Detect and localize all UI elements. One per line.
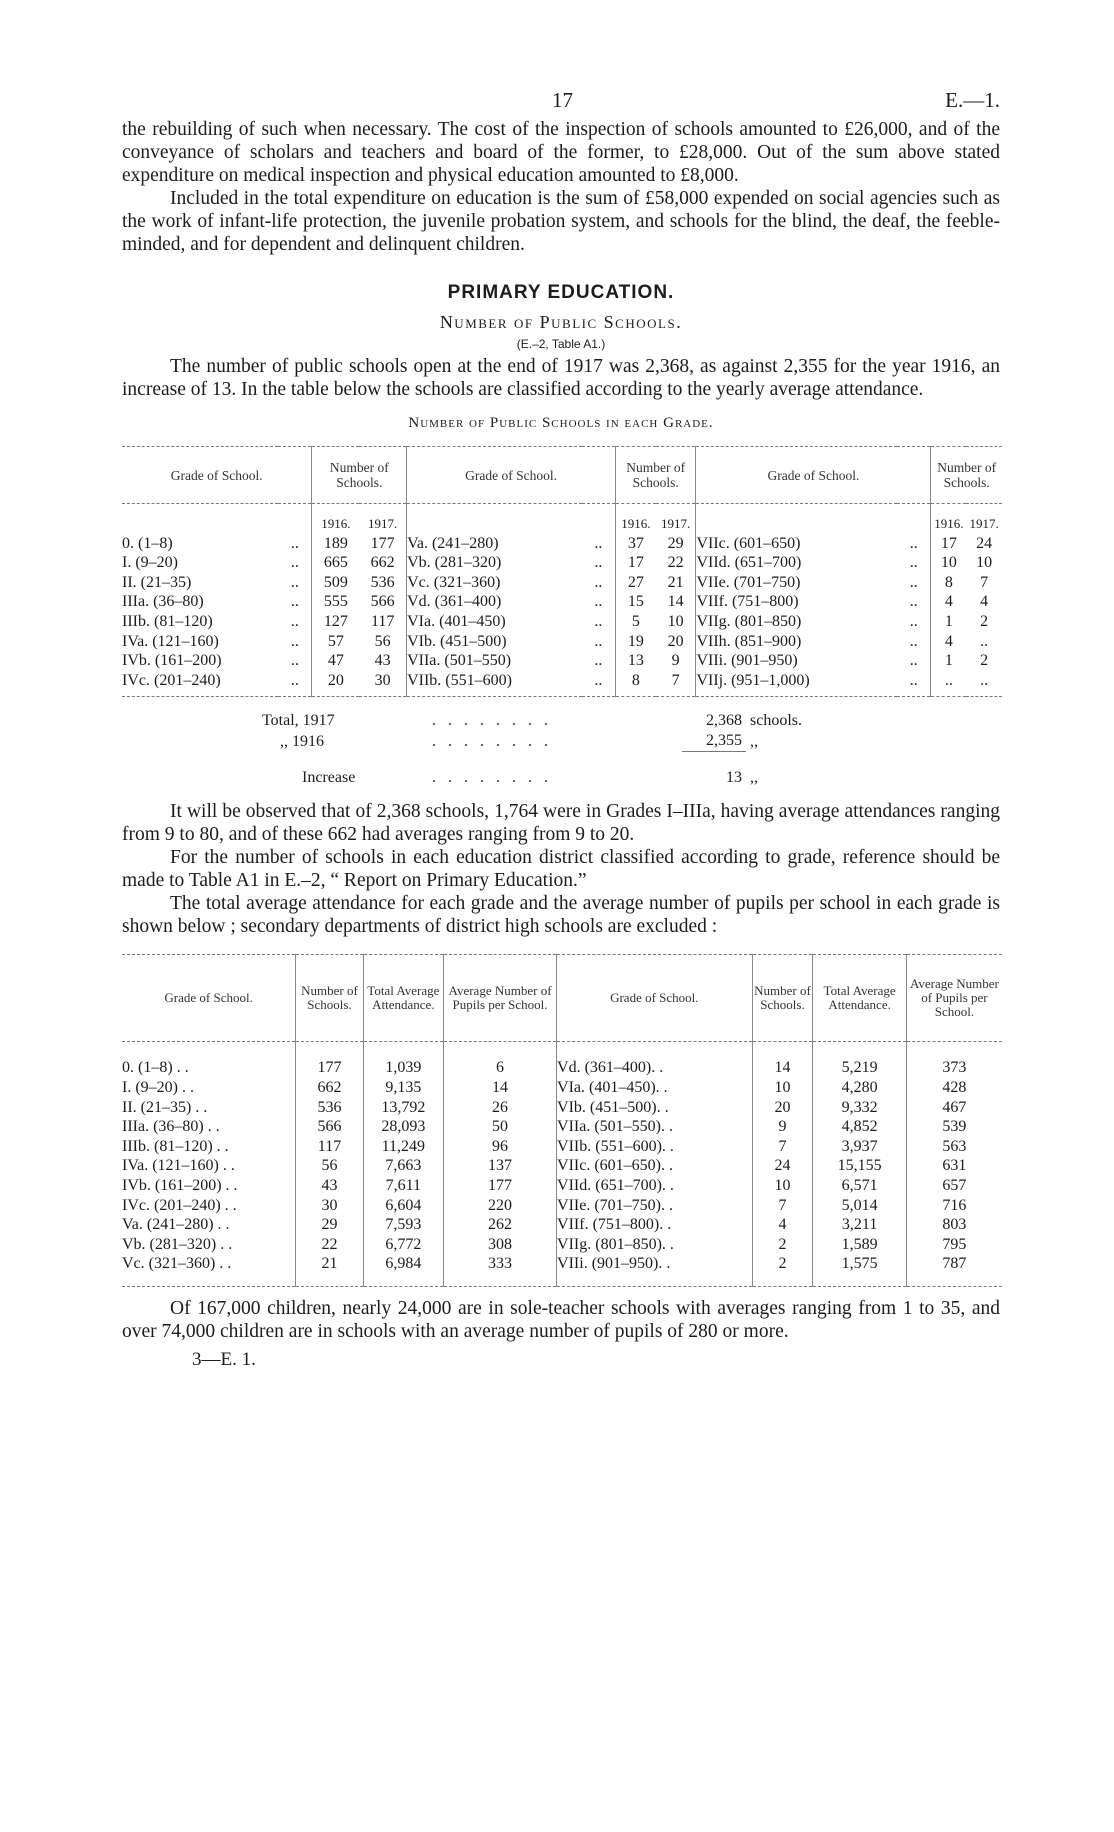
leader-dots: ..: [897, 534, 931, 554]
average-pupils: 563: [942, 1137, 967, 1155]
leader-dots: ..: [582, 612, 616, 632]
grade-cell: IIIa. (36–80) . .: [122, 1117, 296, 1137]
paragraph-reference: For the number of schools in each education district classified according to grade, reference should be made to Table A1 in E.–2, “ Report on Primary Education.”: [122, 847, 1000, 892]
total-attendance: 7,593: [363, 1215, 443, 1235]
grade-cell: VIIa. (501–550): [407, 652, 512, 670]
table1-header-row: [122, 447, 1002, 504]
attendance-by-grade-table: [122, 954, 1002, 1287]
leader-dots: ..: [897, 553, 931, 573]
leader-dots: . . . . . . . .: [432, 712, 552, 730]
leader-dots: ..: [897, 632, 931, 652]
increase-value: 13: [682, 752, 746, 789]
leader-dots: . . . . . . . .: [432, 732, 552, 750]
increase-label: Increase: [302, 769, 356, 787]
count-1916: 1: [944, 612, 953, 630]
schools-count: 56: [296, 1156, 363, 1176]
grade-cell: IIIa. (36–80): [122, 593, 204, 611]
schools-count: 10: [752, 1078, 813, 1098]
table2-row: [122, 1117, 1002, 1137]
leader-dots: ..: [582, 573, 616, 593]
leader-dots: ..: [582, 592, 616, 612]
count-1916: 27: [627, 573, 644, 591]
average-pupils: 137: [444, 1156, 557, 1176]
year-label: 1916.: [934, 516, 964, 531]
grade-cell: VIIj. (951–1,000): [696, 671, 897, 697]
grade-cell: 0. (1–8): [122, 534, 173, 552]
leader-dots: ..: [582, 671, 616, 697]
schools-count: 10: [752, 1176, 813, 1196]
schools-count: 22: [296, 1235, 363, 1255]
schools-count: 2: [752, 1235, 813, 1255]
count-1916: 189: [323, 534, 348, 552]
leader-dots: ..: [582, 651, 616, 671]
grade-cell: IVc. (201–240) . .: [122, 1196, 296, 1216]
count-1916: 17: [627, 554, 644, 572]
table2-row: [122, 1215, 1002, 1235]
grade-cell: IIIb. (81–120): [122, 612, 213, 630]
grade-cell: VIIi. (901–950). .: [557, 1254, 753, 1286]
total-1917-row: [262, 711, 802, 731]
leader-dots: ..: [278, 612, 312, 632]
total-label: Total, 1917: [262, 712, 335, 730]
table2-col-average-1: Average Number of Pupils per School.: [444, 955, 557, 1042]
grade-cell: VIa. (401–450). .: [557, 1078, 753, 1098]
grade-cell: VIIi. (901–950): [696, 652, 798, 670]
count-1916: 4: [944, 593, 953, 611]
count-1916: 1: [944, 652, 953, 670]
table2-col-number-2: Number of Schools.: [752, 955, 813, 1042]
total-attendance: 1,589: [813, 1235, 906, 1255]
schools-count: 536: [296, 1098, 363, 1118]
schools-count: 29: [296, 1215, 363, 1235]
count-1916: 509: [323, 573, 348, 591]
average-pupils: 220: [444, 1196, 557, 1216]
count-1917: 14: [656, 592, 696, 612]
total-attendance: 3,211: [813, 1215, 906, 1235]
count-1916: 57: [327, 632, 344, 650]
grade-cell: IVb. (161–200) . .: [122, 1176, 296, 1196]
count-1917: 9: [656, 651, 696, 671]
grade-cell: VIIg. (801–850). .: [557, 1235, 753, 1255]
grade-cell: Vb. (281–320): [407, 554, 502, 572]
grade-cell: IVa. (121–160) . .: [122, 1156, 296, 1176]
average-pupils: 333: [444, 1254, 557, 1286]
grade-cell: VIa. (401–450): [407, 612, 506, 630]
table2-col-grade-1: Grade of School.: [122, 955, 296, 1042]
count-1916: ..: [931, 671, 967, 697]
table2-row: [122, 1156, 1002, 1176]
table1-col-number-3: Number of Schools.: [931, 447, 1002, 504]
total-attendance: 6,772: [363, 1235, 443, 1255]
totals-summary: [262, 711, 802, 788]
grade-cell: VIId. (651–700): [696, 554, 802, 572]
year-label: 1917.: [656, 504, 696, 534]
grade-cell: IVb. (161–200): [122, 652, 222, 670]
grade-cell: Vc. (321–360) . .: [122, 1254, 296, 1286]
count-1916: 5: [631, 612, 640, 630]
page-header: [122, 88, 1000, 118]
schools-count: 9: [752, 1117, 813, 1137]
schools-count: 662: [296, 1078, 363, 1098]
ditto-mark: ,,: [750, 769, 758, 787]
average-pupils: 657: [942, 1176, 967, 1194]
total-attendance: 6,604: [363, 1196, 443, 1216]
count-1916: 20: [312, 671, 359, 697]
total-attendance: 4,280: [813, 1078, 906, 1098]
grade-cell: IIIb. (81–120) . .: [122, 1137, 296, 1157]
grade-cell: Vd. (361–400): [407, 593, 502, 611]
count-1916: 47: [327, 652, 344, 670]
average-pupils: 6: [444, 1042, 557, 1078]
grade-cell: VIIg. (801–850): [696, 612, 802, 630]
average-pupils: 50: [444, 1117, 557, 1137]
average-pupils: 795: [942, 1235, 967, 1253]
count-1917: 7: [656, 671, 696, 697]
grade-cell: Vc. (321–360): [407, 573, 501, 591]
schools-count: 2: [752, 1254, 813, 1286]
count-1917: 30: [359, 671, 406, 697]
total-attendance: 1,039: [363, 1042, 443, 1078]
count-1917: 56: [359, 632, 406, 652]
schools-count: 14: [752, 1042, 813, 1078]
paragraph-social-agencies: Included in the total expenditure on education is the sum of £58,000 expended on social agencies such as the work of infant-life protection, the juvenile probation system, and schools for the blind, the deaf, the feeble-minded, and for dependent and delinquent children.: [122, 188, 1000, 255]
count-1916: 4: [944, 632, 953, 650]
count-1917: 2: [980, 612, 989, 630]
count-1916: 8: [615, 671, 655, 697]
grade-cell: VIIb. (551–600). .: [557, 1137, 753, 1157]
leader-dots: ..: [897, 651, 931, 671]
previous-label: ,, 1916: [280, 732, 324, 750]
average-pupils: 14: [444, 1078, 557, 1098]
table2-row: [122, 1042, 1002, 1078]
leader-dots: ..: [278, 553, 312, 573]
grade-cell: I. (9–20) . .: [122, 1078, 296, 1098]
count-1917: 2: [980, 652, 989, 670]
table2-row: [122, 1078, 1002, 1098]
count-1916: 19: [627, 632, 644, 650]
grade-cell: VIb. (451–500): [407, 632, 507, 650]
average-pupils: 308: [444, 1235, 557, 1255]
table1-col-grade-1: Grade of School.: [122, 447, 312, 504]
paragraph-observation: It will be observed that of 2,368 schools, 1,764 were in Grades I–IIIa, having average attendances ranging from 9 to 80, and of these 662 had averages ranging from 9 to 20.: [122, 801, 1000, 846]
table2-row: [122, 1254, 1002, 1286]
total-attendance: 5,014: [813, 1196, 906, 1216]
grade-cell: IVc. (201–240): [122, 671, 278, 697]
paragraph-expenditure: the rebuilding of such when necessary. The cost of the inspection of schools amounted to £26,000, and of the conveyance of scholars and teachers and board of the former, to £28,000. Out of the sum above stated expenditure on medical inspection and physical education amounted to £8,000.: [122, 119, 1000, 186]
year-label: 1916.: [621, 516, 651, 531]
total-attendance: 5,219: [813, 1042, 906, 1078]
table1-row: [122, 632, 1002, 652]
count-1917: ..: [980, 632, 989, 650]
table1-row: [122, 671, 1002, 697]
table2-col-grade-2: Grade of School.: [557, 955, 753, 1042]
grade-cell: VIId. (651–700). .: [557, 1176, 753, 1196]
schools-count: 21: [296, 1254, 363, 1286]
table1-row: [122, 553, 1002, 573]
schools-count: 177: [296, 1042, 363, 1078]
table1-col-number-2: Number of Schools.: [615, 447, 695, 504]
leader-dots: . . . . . . . .: [432, 769, 552, 787]
year-label: 1917.: [359, 504, 406, 534]
section-heading: PRIMARY EDUCATION.: [447, 282, 675, 303]
total-attendance: 7,663: [363, 1156, 443, 1176]
grade-cell: Va. (241–280) . .: [122, 1215, 296, 1235]
schools-count: 24: [752, 1156, 813, 1176]
grade-cell: VIIh. (851–900): [696, 632, 802, 650]
total-attendance: 6,571: [813, 1176, 906, 1196]
grade-cell: VIIa. (501–550). .: [557, 1117, 753, 1137]
table1-row: [122, 592, 1002, 612]
total-1916-row: [262, 731, 802, 752]
total-value: 2,368: [706, 712, 742, 730]
table2-row: [122, 1098, 1002, 1118]
count-1917: 20: [656, 632, 696, 652]
table2-row: [122, 1137, 1002, 1157]
count-1916: 8: [944, 573, 953, 591]
total-attendance: 11,249: [363, 1137, 443, 1157]
leader-dots: ..: [278, 632, 312, 652]
table1-row: [122, 534, 1002, 554]
year-label: 1916.: [321, 516, 351, 531]
average-pupils: 26: [444, 1098, 557, 1118]
leader-dots: ..: [582, 553, 616, 573]
average-pupils: 177: [444, 1176, 557, 1196]
count-1917: 24: [976, 534, 993, 552]
schools-count: 117: [296, 1137, 363, 1157]
count-1917: 7: [980, 573, 989, 591]
count-1917: 177: [359, 534, 406, 554]
table2-col-total-1: Total Average Attendance.: [363, 955, 443, 1042]
average-pupils: 262: [444, 1215, 557, 1235]
count-1917: 566: [359, 592, 406, 612]
count-1916: 127: [323, 612, 348, 630]
table1-title: Number of Public Schools in each Grade.: [408, 415, 714, 431]
average-pupils: 428: [942, 1078, 967, 1096]
count-1917: 117: [359, 612, 406, 632]
count-1916: 37: [627, 534, 644, 552]
grade-cell: II. (21–35): [122, 573, 192, 591]
ditto-mark: ,,: [750, 732, 758, 750]
table2-col-number-1: Number of Schools.: [296, 955, 363, 1042]
unit-label: schools.: [750, 712, 802, 730]
table2-col-total-2: Total Average Attendance.: [813, 955, 906, 1042]
count-1917: 29: [656, 534, 696, 554]
count-1916: 10: [940, 554, 957, 572]
total-attendance: 4,852: [813, 1117, 906, 1137]
schools-count: 7: [752, 1196, 813, 1216]
table1-row: [122, 573, 1002, 593]
grade-cell: VIIf. (751–800). .: [557, 1215, 753, 1235]
total-attendance: 1,575: [813, 1254, 906, 1286]
footer-code: 3—E. 1.: [192, 1348, 256, 1370]
paragraph-sole-teacher: Of 167,000 children, nearly 24,000 are in sole-teacher schools with averages ranging from 1 to 35, and over 74,000 children are in schools with an average number of pupils of 280 or more.: [122, 1297, 1000, 1342]
schools-by-grade-table: [122, 446, 1002, 697]
total-attendance: 9,332: [813, 1098, 906, 1118]
table2-col-average-2: Average Number of Pupils per School.: [906, 955, 1002, 1042]
total-attendance: 3,937: [813, 1137, 906, 1157]
table1-row: [122, 651, 1002, 671]
schools-count: 20: [752, 1098, 813, 1118]
count-1916: 15: [627, 593, 644, 611]
count-1917: 22: [656, 553, 696, 573]
average-pupils: 373: [942, 1059, 967, 1077]
grade-cell: 0. (1–8) . .: [122, 1042, 296, 1078]
grade-cell: Va. (241–280): [407, 534, 499, 552]
table2-header-row: [122, 955, 1002, 1042]
grade-cell: VIIc. (601–650): [696, 534, 801, 552]
table1-col-grade-3: Grade of School.: [696, 447, 931, 504]
paragraph-school-count: The number of public schools open at the end of 1917 was 2,368, as against 2,355 for the year 1916, an increase of 13. In the table below the schools are classified according to the yearly average attendance.: [122, 356, 1000, 400]
table1-col-grade-2: Grade of School.: [407, 447, 616, 504]
total-attendance: 9,135: [363, 1078, 443, 1098]
table1-row: [122, 612, 1002, 632]
total-attendance: 28,093: [363, 1117, 443, 1137]
grade-cell: VIb. (451–500). .: [557, 1098, 753, 1118]
year-label: 1917.: [969, 516, 999, 531]
average-pupils: 96: [444, 1137, 557, 1157]
leader-dots: ..: [582, 632, 616, 652]
count-1917: 21: [656, 573, 696, 593]
leader-dots: ..: [582, 534, 616, 554]
grade-cell: VIIe. (701–750). .: [557, 1196, 753, 1216]
leader-dots: ..: [278, 671, 312, 697]
table2-row: [122, 1235, 1002, 1255]
count-1916: 665: [323, 554, 348, 572]
total-attendance: 13,792: [363, 1098, 443, 1118]
count-1916: 17: [940, 534, 957, 552]
average-pupils: 467: [942, 1098, 967, 1116]
count-1916: 555: [323, 593, 348, 611]
count-1917: 536: [359, 573, 406, 593]
grade-cell: II. (21–35) . .: [122, 1098, 296, 1118]
leader-dots: ..: [278, 651, 312, 671]
schools-count: 30: [296, 1196, 363, 1216]
grade-cell: VIIc. (601–650). .: [557, 1156, 753, 1176]
leader-dots: ..: [897, 671, 931, 697]
leader-dots: ..: [278, 534, 312, 554]
grade-cell: VIIb. (551–600): [407, 671, 582, 697]
average-pupils: 631: [942, 1157, 967, 1175]
leader-dots: ..: [897, 573, 931, 593]
grade-cell: Vd. (361–400). .: [557, 1042, 753, 1078]
total-attendance: 15,155: [813, 1156, 906, 1176]
grade-cell: VIIe. (701–750): [696, 573, 801, 591]
schools-count: 43: [296, 1176, 363, 1196]
previous-value: 2,355: [706, 732, 742, 750]
leader-dots: ..: [897, 612, 931, 632]
leader-dots: ..: [278, 573, 312, 593]
leader-dots: ..: [278, 592, 312, 612]
average-pupils: 787: [906, 1254, 1002, 1286]
count-1917: ..: [966, 671, 1002, 697]
count-1917: 662: [359, 553, 406, 573]
grade-cell: Vb. (281–320) . .: [122, 1235, 296, 1255]
average-pupils: 539: [942, 1118, 967, 1136]
subsection-heading: Number of Public Schools.: [439, 312, 683, 332]
average-pupils: 803: [942, 1216, 967, 1234]
count-1917: 4: [980, 593, 989, 611]
table1-col-number-1: Number of Schools.: [312, 447, 407, 504]
grade-cell: VIIf. (751–800): [696, 593, 799, 611]
average-pupils: 716: [942, 1196, 967, 1214]
leader-dots: ..: [897, 592, 931, 612]
table2-row: [122, 1196, 1002, 1216]
count-1917: 10: [976, 554, 993, 572]
count-1916: 13: [627, 652, 644, 670]
document-reference: E.—1.: [945, 88, 1000, 112]
grade-cell: IVa. (121–160): [122, 632, 219, 650]
schools-count: 7: [752, 1137, 813, 1157]
total-attendance: 7,611: [363, 1176, 443, 1196]
table1-year-row: [122, 504, 1002, 534]
total-attendance: 6,984: [363, 1254, 443, 1286]
table2-row: [122, 1176, 1002, 1196]
schools-count: 4: [752, 1215, 813, 1235]
table-reference: (E.–2, Table A1.): [516, 337, 606, 351]
schools-count: 566: [296, 1117, 363, 1137]
grade-cell: I. (9–20): [122, 554, 178, 572]
count-1917: 43: [359, 651, 406, 671]
count-1917: 10: [656, 612, 696, 632]
paragraph-attendance-intro: The total average attendance for each grade and the average number of pupils per school in each grade is shown below ; secondary departments of district high schools are excluded :: [122, 893, 1000, 938]
increase-row: [262, 752, 802, 789]
document-page: [122, 88, 1000, 1371]
page-number: 17: [552, 88, 573, 112]
